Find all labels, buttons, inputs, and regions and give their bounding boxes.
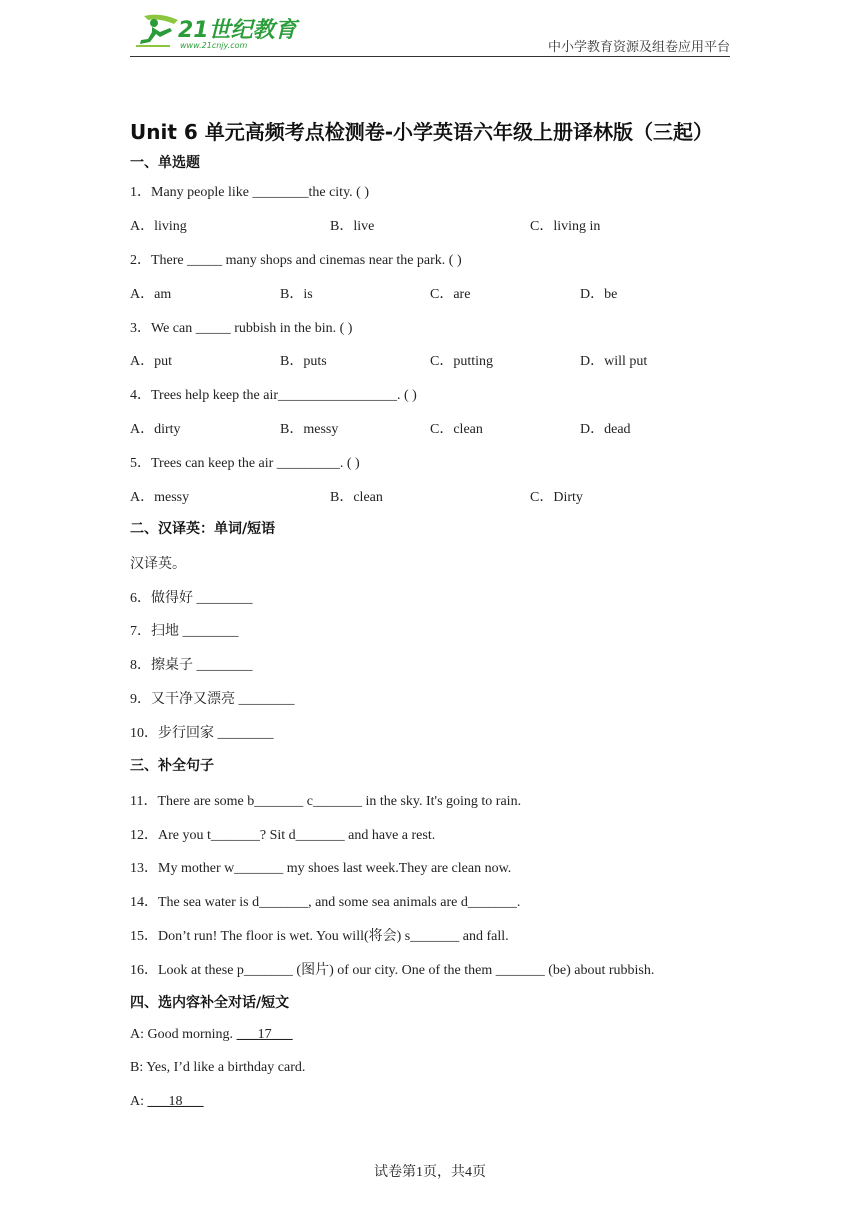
option-5c: C．Dirty: [530, 490, 583, 505]
logo-runner-icon: [130, 10, 300, 52]
svg-text:21世纪教育: 21世纪教育: [178, 18, 297, 43]
question-1: 1．Many people like ________the city. ( ): [130, 185, 369, 200]
question-6: 6．做得好 ________: [130, 591, 253, 606]
dialog-line-1-text: A: Good morning.: [130, 1027, 237, 1042]
option-5a: A．messy: [130, 490, 190, 505]
option-2d: D．be: [580, 287, 618, 302]
option-1b: B．live: [330, 219, 375, 234]
dialog-line-3: [130, 1094, 204, 1110]
question-4: 4．Trees help keep the air_________________. ( ): [130, 388, 417, 403]
platform-name: 中小学教育资源及组卷应用平台: [547, 39, 730, 54]
option-3a: A．put: [130, 354, 172, 369]
question-7: 7．扫地 ________: [130, 624, 239, 639]
question-11: 11．There are some b_______ c_______ in the sky. It's going to rain.: [130, 794, 522, 809]
option-3d: D．will put: [580, 354, 648, 369]
option-5b: B．clean: [330, 490, 383, 505]
dialog-line-3-text: A:: [130, 1094, 148, 1109]
option-4b: B．messy: [280, 422, 339, 437]
blank-18: ___18___: [147, 1094, 204, 1109]
question-12: 12．Are you t_______? Sit d_______ and have a rest.: [130, 828, 436, 843]
option-1a: A．living: [130, 219, 187, 234]
option-4a: A．dirty: [130, 422, 181, 437]
question-14: 14．The sea water is d_______, and some sea animals are d_______.: [130, 895, 521, 910]
blank-17: ___17___: [236, 1027, 293, 1042]
dialog-line-1: [130, 1027, 293, 1043]
translate-intro: 汉译英。: [130, 557, 186, 572]
option-2a: A．am: [130, 287, 172, 302]
section-heading-2: 二、汉译英：单词/短语: [130, 521, 276, 537]
question-15: 15．Don’t run! The floor is wet. You will(将会) s_______ and fall.: [130, 929, 509, 944]
dialog-line-2: B: Yes, I’d like a birthday card.: [130, 1060, 306, 1075]
question-9: 9．又干净又漂亮 ________: [130, 692, 295, 707]
section-heading-1: 一、单选题: [130, 155, 200, 171]
question-3: 3．We can _____ rubbish in the bin. ( ): [130, 321, 353, 336]
question-8: 8．擦桌子 ________: [130, 658, 253, 673]
page-footer: 试卷第1页，共4页: [374, 1165, 486, 1180]
option-1c: C．living in: [530, 219, 601, 234]
option-2c: C．are: [430, 287, 471, 302]
option-3b: B．puts: [280, 354, 327, 369]
option-2b: B．is: [280, 287, 313, 302]
question-2: 2．There _____ many shops and cinemas near the park. ( ): [130, 253, 462, 268]
option-3c: C．putting: [430, 354, 494, 369]
section-heading-4: 四、选内容补全对话/短文: [130, 995, 290, 1011]
page-header: [130, 8, 730, 57]
question-10: 10．步行回家 ________: [130, 726, 274, 741]
question-5: 5．Trees can keep the air _________. ( ): [130, 456, 360, 471]
svg-text:www.21cnjy.com: www.21cnjy.com: [180, 41, 248, 50]
page-title: Unit 6 单元高频考点检测卷-小学英语六年级上册译林版（三起）: [130, 120, 714, 144]
option-4c: C．clean: [430, 422, 483, 437]
site-logo: [130, 10, 300, 52]
section-heading-3: 三、补全句子: [130, 758, 214, 774]
question-16: 16．Look at these p_______ (图片) of our city. One of the them _______ (be) about rubbish.: [130, 963, 655, 978]
question-13: 13．My mother w_______ my shoes last week.They are clean now.: [130, 861, 512, 876]
option-4d: D．dead: [580, 422, 631, 437]
